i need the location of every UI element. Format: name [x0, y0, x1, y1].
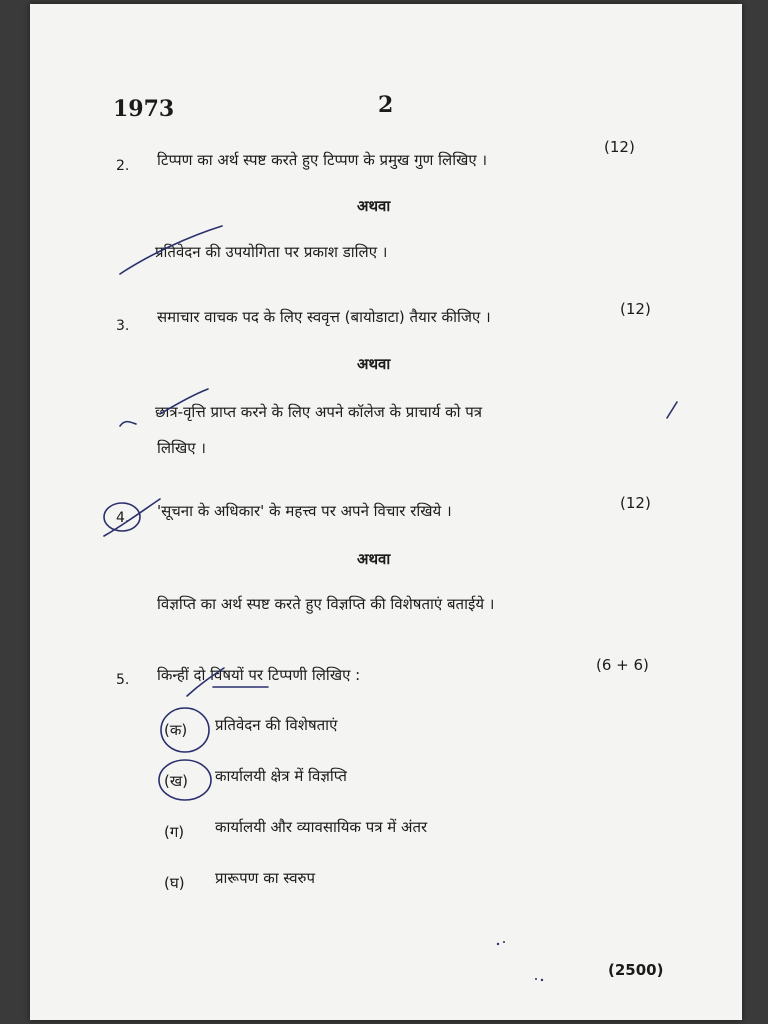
option-text: कार्यालयी क्षेत्र में विज्ञप्ति: [215, 767, 347, 785]
page-number: 2: [378, 92, 394, 118]
option-label: (घ): [164, 874, 185, 892]
option-label: (ख): [164, 772, 188, 790]
tick-mark: [160, 389, 208, 414]
copies-count: (2500): [608, 961, 664, 979]
question-3-alt-text-line1: छात्र-वृत्ति प्राप्त करने के लिए अपने कॉलेज के प्राचार्य को पत्र: [155, 403, 483, 421]
ink-speck: [535, 978, 537, 980]
question-4-number: 4.: [116, 510, 130, 526]
tick-mark: [120, 422, 136, 426]
question-4-alt-text: विज्ञप्ति का अर्थ स्पष्ट करते हुए विज्ञप्ति की विशेषताएं बताईये ।: [157, 595, 495, 613]
question-3-number: 3.: [116, 318, 130, 334]
option-label: (ग): [164, 823, 185, 841]
question-3-or-label: अथवा: [357, 355, 391, 373]
question-3-text: समाचार वाचक पद के लिए स्ववृत्त (बायोडाटा) तैयार कीजिए ।: [157, 308, 491, 326]
option-text: प्रतिवेदन की विशेषताएं: [215, 716, 338, 734]
question-2-number: 2.: [116, 158, 130, 174]
question-5-number: 5.: [116, 672, 130, 688]
question-5-marks: (6 + 6): [596, 656, 649, 674]
circle-mark: [161, 708, 209, 752]
question-4-text: 'सूचना के अधिकार' के महत्त्व पर अपने विचार रखिये ।: [157, 502, 452, 520]
question-2-marks: (12): [604, 138, 635, 156]
question-4-or-label: अथवा: [357, 550, 391, 568]
tick-mark: [187, 668, 224, 696]
ink-speck: [497, 943, 499, 945]
question-2-text: टिप्पण का अर्थ स्पष्ट करते हुए टिप्पण के प्रमुख गुण लिखिए ।: [157, 151, 488, 169]
question-4-marks: (12): [620, 494, 651, 512]
question-5-text: किन्हीं दो विषयों पर टिप्पणी लिखिए :: [157, 666, 361, 684]
question-3-alt-text-line2: लिखिए ।: [157, 439, 206, 457]
question-3-marks: (12): [620, 300, 651, 318]
option-text: प्रारूपण का स्वरुप: [215, 869, 316, 887]
option-label: (क): [164, 721, 188, 739]
question-2-alt-text: प्रतिवेदन की उपयोगिता पर प्रकाश डालिए ।: [155, 243, 388, 261]
exam-page: [30, 4, 742, 1020]
pen-annotations: [30, 4, 742, 1020]
tick-mark: [667, 402, 677, 418]
circle-mark: [159, 760, 211, 800]
option-text: कार्यालयी और व्यावसायिक पत्र में अंतर: [215, 818, 428, 836]
ink-speck: [503, 941, 505, 943]
paper-code: 1973: [113, 96, 175, 122]
ink-speck: [541, 979, 543, 981]
tick-mark: [120, 226, 222, 274]
question-2-or-label: अथवा: [357, 197, 391, 215]
